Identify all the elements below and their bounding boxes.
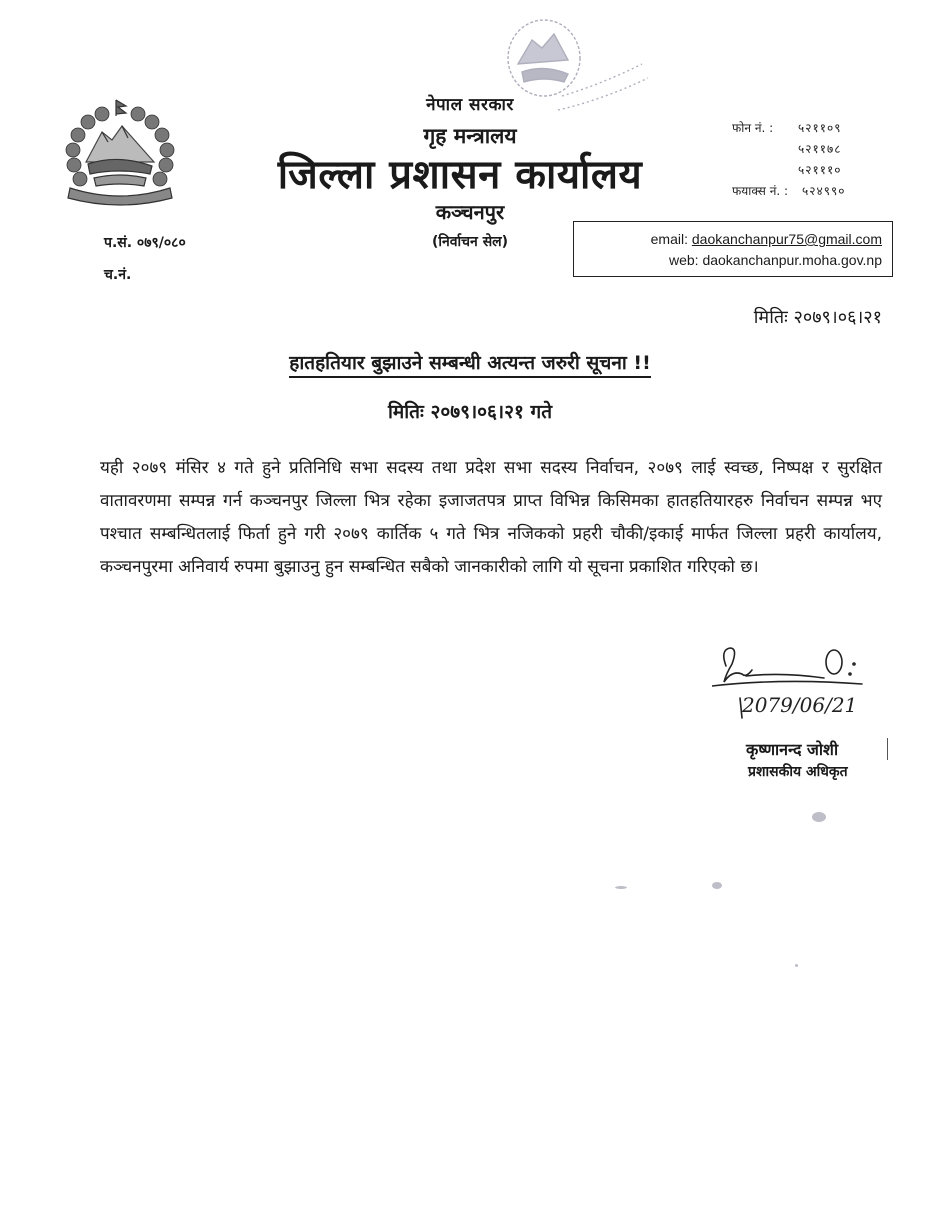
handwritten-signature (712, 642, 872, 722)
scan-speck (812, 812, 826, 822)
signer-name: कृष्णानन्द जोशी (746, 740, 839, 759)
letter-reference-number: प.सं. ०७९/०८० (104, 235, 186, 251)
phone-number: ५२१११० (798, 163, 842, 177)
district-name: कञ्चनपुर (435, 200, 505, 224)
notice-title-text: हातहतियार बुझाउने सम्बन्धी अत्यन्त जरुरी सूचना !! (289, 352, 651, 378)
scan-speck (712, 882, 722, 889)
government-name: नेपाल सरकार (426, 95, 514, 115)
email-label: email: (650, 231, 688, 247)
notice-body: यही २०७९ मंसिर ४ गते हुने प्रतिनिधि सभा सदस्य तथा प्रदेश सभा सदस्य निर्वाचन, २०७९ लाई स्वच्छ, निष्पक्ष र सुरक्षित वातावरणमा सम्पन्न गर्न कञ्चनपुर जिल्ला भित्र रहेका इजाजतपत्र प्राप्त विभिन्न किसिमका हातहतियारहरु निर्वाचन सम्पन्न भए पश्चात सम्बन्धितलाई फिर्ता हुने गरी २०७९ कार्तिक ५ गते भित्र नजिकको प्रहरी चौकी/इकाई मार्फत जिल्ला प्रहरी कार्यालय, कञ्चनपुरमा अनिवार्य रुपमा बुझाउनु हुन सम्बन्धित सबैको जानकारीको लागि यो सूचना प्रकाशित गरिएको छ। (100, 458, 882, 577)
web-label: web: (668, 252, 699, 268)
margin-mark (887, 738, 888, 760)
phone-fax-block (732, 118, 845, 202)
scan-speck (795, 964, 798, 967)
ministry-name: गृह मन्त्रालय (423, 124, 517, 148)
signer-designation: प्रशासकीय अधिकृत (748, 764, 848, 780)
handwritten-date: 2079/06/21 (742, 693, 858, 717)
contact-box (573, 221, 893, 277)
notice-title (0, 349, 940, 375)
phone-label: फोन नं. : (732, 121, 774, 135)
phone-number: ५२११७८ (798, 142, 842, 156)
scan-speck (615, 886, 627, 889)
letter-date: मितिः २०७९।०६।२१ (753, 307, 882, 328)
web-address: daokanchanpur.moha.gov.np (702, 252, 882, 268)
section-name: (निर्वाचन सेल) (431, 234, 509, 250)
email-link[interactable]: daokanchanpur75@gmail.com (691, 231, 882, 247)
dispatch-number: च.नं. (104, 267, 132, 283)
fax-number: ५२४९९० (802, 184, 846, 198)
office-name: जिल्ला प्रशासन कार्यालय (277, 152, 643, 198)
phone-number: ५२११०९ (798, 121, 842, 135)
fax-label: फयाक्स नं. : (732, 184, 789, 198)
notice-date: मितिः २०७९।०६।२१ गते (387, 401, 553, 423)
